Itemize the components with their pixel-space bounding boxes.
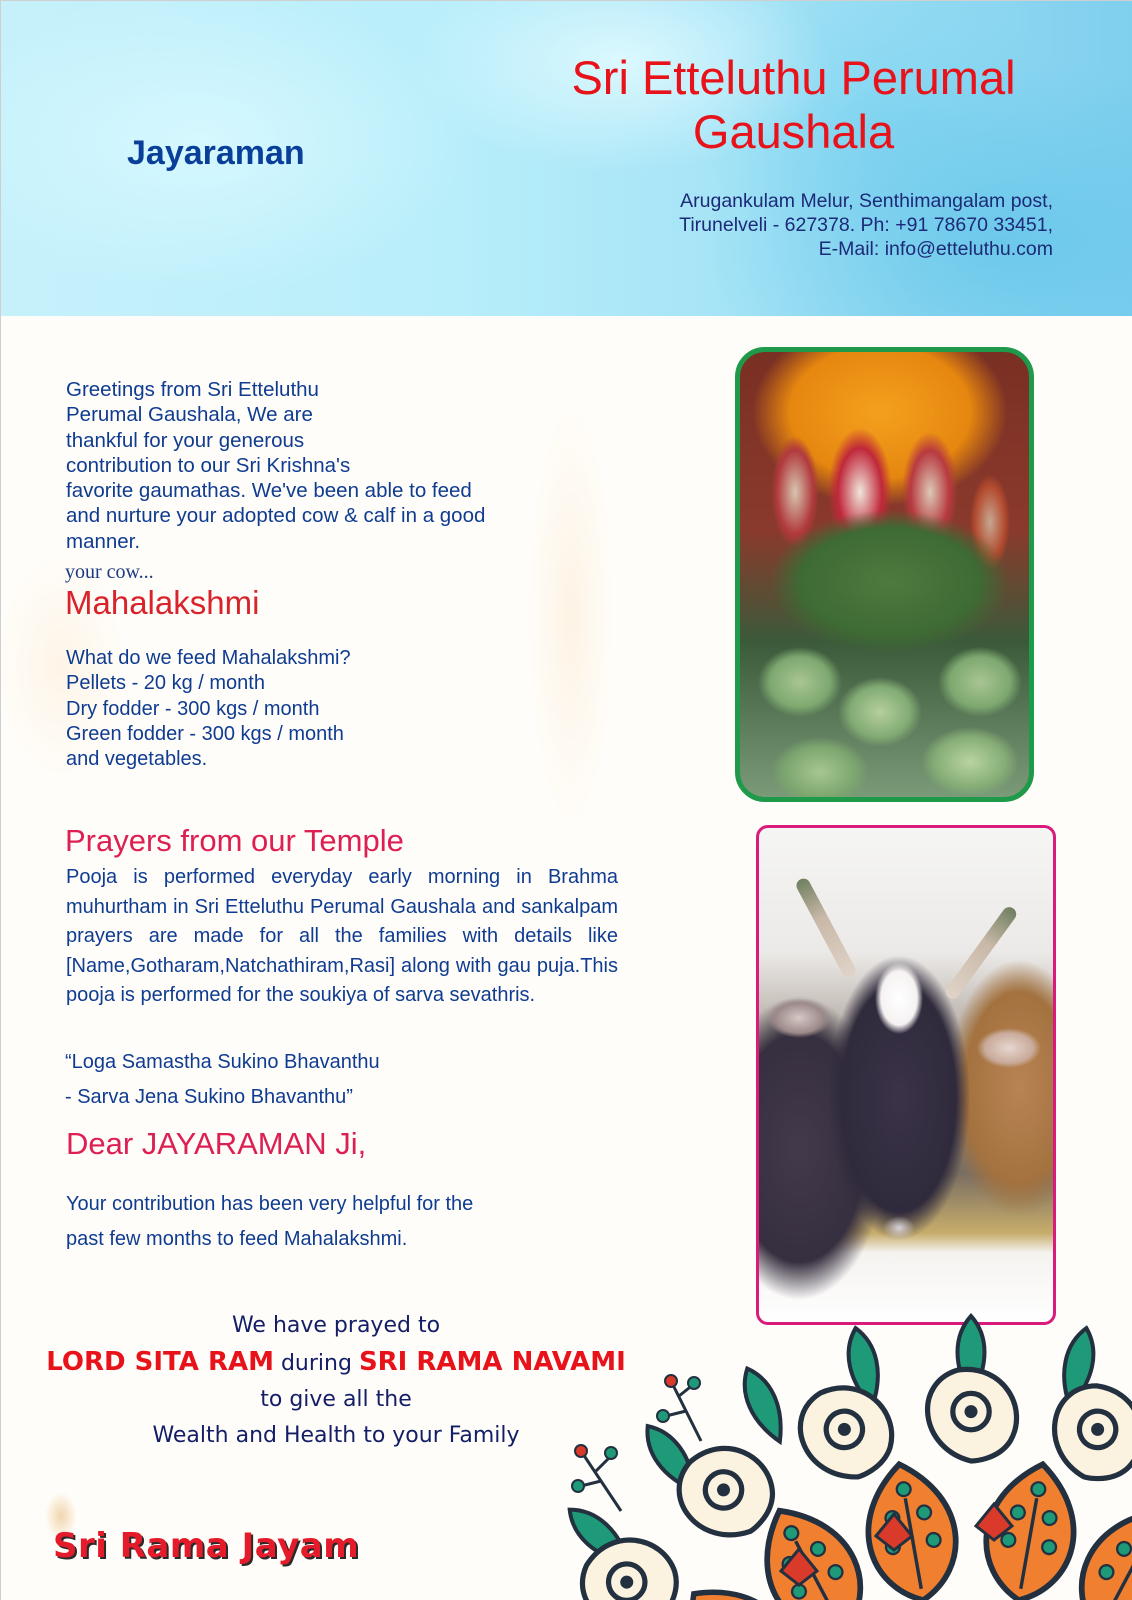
mantra-line: “Loga Samastha Sukino Bhavanthu: [65, 1051, 380, 1073]
address-line: Arugankulam Melur, Senthimangalam post,: [680, 190, 1053, 212]
mantra-line: - Sarva Jena Sukino Bhavanthu”: [65, 1086, 353, 1108]
blessing-line: Wealth and Health to your Family: [152, 1423, 520, 1448]
blessing-line: We have prayed to: [231, 1313, 441, 1338]
greeting-line: favorite gaumathas. We've been able to feed: [66, 479, 472, 503]
contact-email: E-Mail: info@etteluthu.com: [818, 238, 1053, 260]
org-title-line2: Gaushala: [692, 105, 895, 158]
blessing-line: to give all the: [260, 1387, 412, 1412]
cow-name: Mahalakshmi: [65, 584, 260, 621]
org-address: [573, 189, 1053, 261]
prayers-heading: Prayers from our Temple: [65, 823, 404, 858]
greeting-line: thankful for your generous: [66, 428, 305, 452]
pooja-paragraph: Pooja is performed everyday early morning in Brahma muhurtham in Sri Etteluthu Perumal Gaushala and sankalpam prayers are made for all the families with details like [Name,Gotharam,Natchathiram,Rasi] along with gau puja.This pooja is performed for the soukiya of sarva sevathris.: [66, 866, 618, 1006]
cow-intro-label: your cow...: [65, 561, 154, 583]
thanks-paragraph: [66, 1187, 586, 1257]
deity-name: LORD SITA RAM: [46, 1347, 274, 1377]
mandala-ornament-icon: [501, 1311, 1132, 1600]
greeting-line: and nurture your adopted cow & calf in a good: [66, 504, 486, 528]
cow-horn-right: [943, 904, 1019, 1001]
temple-deities-photo: [735, 347, 1034, 802]
greeting-line: Perumal Gaushala, We are: [66, 403, 313, 427]
letterhead-banner: [1, 1, 1132, 316]
greeting-line: manner.: [66, 529, 141, 553]
salutation: Dear JAYARAMAN Ji,: [66, 1126, 367, 1161]
feed-item: and vegetables.: [66, 748, 208, 771]
sri-rama-jayam-mark: Sri Rama Jayam: [53, 1526, 360, 1566]
thanks-line: Your contribution has been very helpful for the: [66, 1193, 474, 1215]
greeting-paragraph: [66, 377, 546, 554]
donor-name: Jayaraman: [127, 134, 305, 172]
cow-photo: [756, 825, 1056, 1325]
feed-title: What do we feed Mahalakshmi?: [66, 647, 351, 669]
blessing-connector: during: [280, 1351, 352, 1376]
org-title-line1: Sri Etteluthu Perumal: [571, 51, 1016, 104]
greeting-line: Greetings from Sri Etteluthu: [66, 378, 319, 401]
festival-name: SRI RAMA NAVAMI: [358, 1347, 626, 1377]
feed-item: Dry fodder - 300 kgs / month: [66, 697, 320, 720]
address-line: Tirunelveli - 627378. Ph: +91 78670 33451,: [679, 214, 1053, 236]
thanks-line: past few months to feed Mahalakshmi.: [66, 1228, 408, 1250]
org-title: [541, 51, 1046, 159]
feed-item: Green fodder - 300 kgs / month: [66, 722, 344, 745]
greeting-line: contribution to our Sri Krishna's: [66, 453, 351, 477]
feed-list: [66, 646, 466, 772]
cow-horn-left: [794, 876, 858, 980]
feed-item: Pellets - 20 kg / month: [66, 672, 265, 695]
